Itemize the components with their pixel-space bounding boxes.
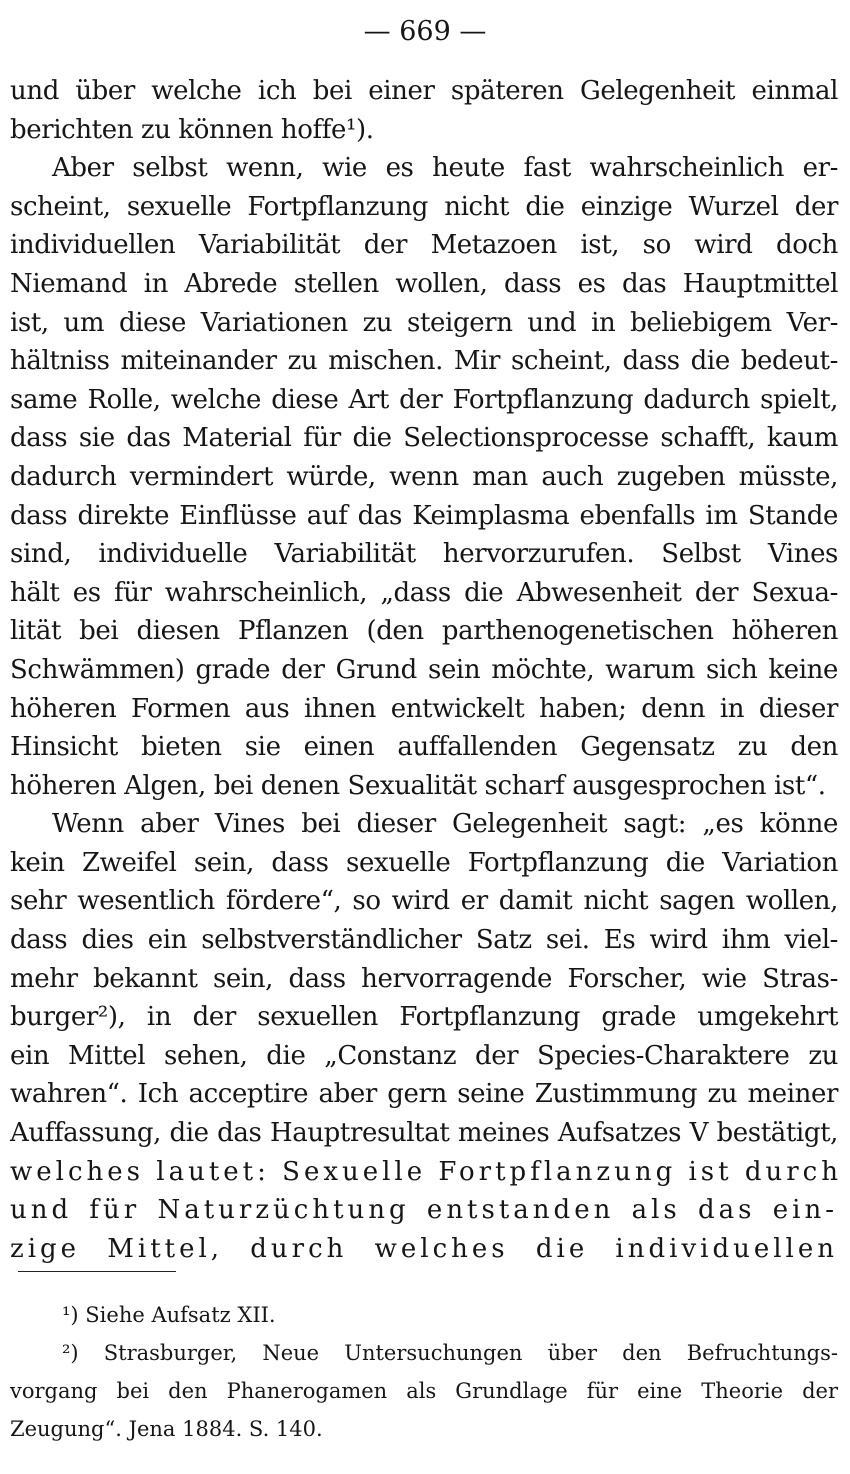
footnotes — [10, 1296, 838, 1448]
text-line: dass dies ein selbstverständlicher Satz sei. Es wird ihm viel- — [10, 925, 838, 956]
text-line: welches lautet: Sexuelle Fortpflanzung ist durch — [10, 1156, 842, 1187]
text-line: ist, um diese Variationen zu steigern und in beliebigem Ver- — [10, 307, 838, 338]
footnote-line: vorgang bei den Phanerogamen als Grundlage für eine Theorie der — [10, 1379, 838, 1403]
text-line: Aber selbst wenn, wie es heute fast wahrscheinlich er- — [52, 153, 838, 184]
text-line: Wenn aber Vines bei dieser Gelegenheit sagt: „es könne — [52, 809, 838, 840]
body-text — [10, 72, 842, 1268]
text-line: mehr bekannt sein, dass hervorragende Forscher, wie Stras- — [10, 963, 838, 994]
text-line: und über welche ich bei einer späteren Gelegenheit einmal — [10, 76, 838, 106]
text-line: höheren Formen aus ihnen entwickelt haben; denn in dieser — [10, 693, 838, 724]
text-line: dass direkte Einflüsse auf das Keimplasma ebenfalls im Stande — [10, 500, 838, 531]
footnote-line: ¹) Siehe Aufsatz XII. — [62, 1303, 276, 1327]
text-line: wahren“. Ich acceptire aber gern seine Zustimmung zu meiner — [10, 1079, 838, 1110]
text-line: höheren Algen, bei denen Sexualität scharf ausgesprochen ist“. — [10, 770, 826, 801]
text-line: lität bei diesen Pflanzen (den parthenogenetischen höheren — [10, 616, 838, 647]
text-line: scheint, sexuelle Fortpflanzung nicht die einzige Wurzel der — [10, 191, 838, 222]
footnote-line: Zeugung“. Jena 1884. S. 140. — [10, 1417, 323, 1441]
footnote-line: ²) Strasburger, Neue Untersuchungen über den Befruchtungs- — [62, 1341, 838, 1365]
text-line: hältniss miteinander zu mischen. Mir scheint, dass die bedeut- — [10, 346, 838, 377]
text-line: dadurch vermindert würde, wenn man auch zugeben müsste, — [10, 461, 838, 492]
text-line: Hinsicht bieten sie einen auffallenden Gegensatz zu den — [10, 732, 838, 763]
text-line: und für Naturzüchtung entstanden als das ein- — [10, 1195, 838, 1226]
text-line: hält es für wahrscheinlich, „dass die Abwesenheit der Sexua- — [10, 577, 838, 608]
text-line: same Rolle, welche diese Art der Fortpflanzung dadurch spielt, — [10, 384, 838, 415]
text-line: Schwämmen) grade der Grund sein möchte, warum sich keine — [10, 654, 838, 685]
text-line: kein Zweifel sein, dass sexuelle Fortpflanzung die Variation — [10, 847, 838, 878]
text-line: sehr wesentlich fördere“, so wird er damit nicht sagen wollen, — [10, 886, 838, 917]
footnote-separator — [18, 1271, 176, 1272]
text-line: berichten zu können hoffe¹). — [10, 114, 374, 145]
text-line: Auffassung, die das Hauptresultat meines Aufsatzes V bestätigt, — [10, 1118, 838, 1149]
page-number-header: — 669 — — [363, 16, 487, 47]
text-line: ein Mittel sehen, die „Constanz der Species-Charaktere zu — [10, 1040, 838, 1071]
text-line: sind, individuelle Variabilität hervorzurufen. Selbst Vines — [10, 539, 838, 570]
text-line: burger²), in der sexuellen Fortpflanzung grade umgekehrt — [10, 1002, 838, 1033]
text-line: individuellen Variabilität der Metazoen ist, so wird doch — [10, 230, 838, 261]
text-line: zige Mittel, durch welches die individuellen — [10, 1233, 838, 1264]
text-line: Niemand in Abrede stellen wollen, dass es das Hauptmittel — [10, 268, 838, 299]
text-line: dass sie das Material für die Selectionsprocesse schafft, kaum — [10, 423, 838, 454]
